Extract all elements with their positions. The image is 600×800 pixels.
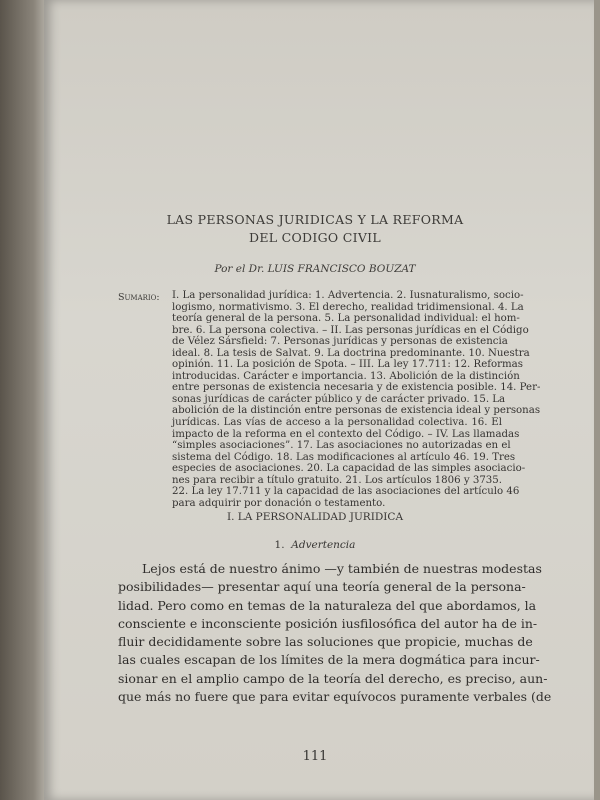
body-line: lidad. Pero como en temas de la naturaleza del que abordamos, la	[118, 597, 537, 613]
summary-line: bre. 6. La persona colectiva. – II. Las personas jurídicas en el Código	[172, 324, 529, 336]
summary-line: entre personas de existencia necesaria y de existencia posible. 14. Per-	[172, 382, 541, 394]
summary-line: introducidas. Carácter e importancia. 13. Abolición de la distinción	[172, 370, 520, 382]
body-text	[118, 560, 552, 706]
body-line: las cuales escapan de los límites de la mera dogmática para incur-	[118, 652, 540, 668]
summary-line: abolición de la distinción entre personas de existencia ideal y personas	[172, 405, 541, 417]
subsection-heading	[120, 539, 510, 551]
summary-line: ideal. 8. La tesis de Salvat. 9. La doctrina predominante. 10. Nuestra	[172, 347, 530, 359]
summary-line: sistema del Código. 18. Las modificaciones al artículo 46. 19. Tres	[172, 451, 516, 463]
subsection-number: 1.	[274, 539, 285, 551]
page-number: 111	[302, 749, 328, 764]
page-right-edge	[594, 0, 600, 800]
summary-block	[172, 290, 541, 509]
summary-line: nes para recibir a título gratuito. 21. Los artículos 1806 y 3735.	[172, 474, 502, 486]
summary-line-last: para adquirir por donación o testamento.	[172, 497, 386, 509]
subsection-title: Advertencia	[291, 539, 356, 551]
body-line: sionar en el amplio campo de la teoría del derecho, es preciso, aun-	[118, 670, 548, 686]
summary-line: impacto de la reforma en el contexto del Código. – IV. Las llamadas	[172, 428, 520, 440]
body-line: posibilidades— presentar aquí una teoría general de la persona-	[118, 579, 526, 595]
summary-line: jurídicas. Las vías de acceso a la personalidad colectiva. 16. El	[172, 417, 502, 429]
article-title-line-2: DEL CODIGO CIVIL	[249, 230, 381, 245]
body-line: Lejos está de nuestro ánimo —y también de nuestras modestas	[142, 561, 542, 576]
summary-line: opinión. 11. La posición de Spota. – III. La ley 17.711: 12. Reformas	[172, 359, 523, 371]
summary-label: Sumario:	[118, 292, 160, 303]
article-title-line-1: LAS PERSONAS JURIDICAS Y LA REFORMA	[166, 212, 464, 227]
section-heading: I. LA PERSONALIDAD JURIDICA	[226, 511, 404, 523]
summary-line: teoría general de la persona. 5. La personalidad individual: el hom-	[172, 313, 520, 325]
body-line: consciente e inconsciente posición iusfilosófica del autor ha de in-	[118, 615, 538, 631]
summary-line: sonas jurídicas de carácter público y de carácter privado. 15. La	[172, 393, 506, 405]
summary-line: especies de asociaciones. 20. La capacidad de las simples asociacio-	[172, 463, 526, 475]
author-line: Por el Dr. LUIS FRANCISCO BOUZAT	[214, 263, 416, 275]
summary-line: logismo, normativismo. 3. El derecho, realidad tridimensional. 4. La	[172, 301, 524, 313]
summary-line: de Vélez Sársfield: 7. Personas jurídicas y personas de existencia	[172, 336, 508, 348]
summary-line: 22. La ley 17.711 y la capacidad de las asociaciones del artículo 46	[172, 486, 520, 498]
summary-line: I. La personalidad jurídica: 1. Advertencia. 2. Iusnaturalismo, socio-	[172, 290, 524, 301]
book-spine-edge	[0, 0, 48, 800]
body-line: que más no fuere que para evitar equívocos puramente verbales (de	[118, 689, 552, 705]
summary-line: “simples asociaciones”. 17. Las asociaciones no autorizadas en el	[172, 440, 511, 452]
body-line: fluir decididamente sobre las soluciones que propicie, muchas de	[118, 634, 533, 650]
